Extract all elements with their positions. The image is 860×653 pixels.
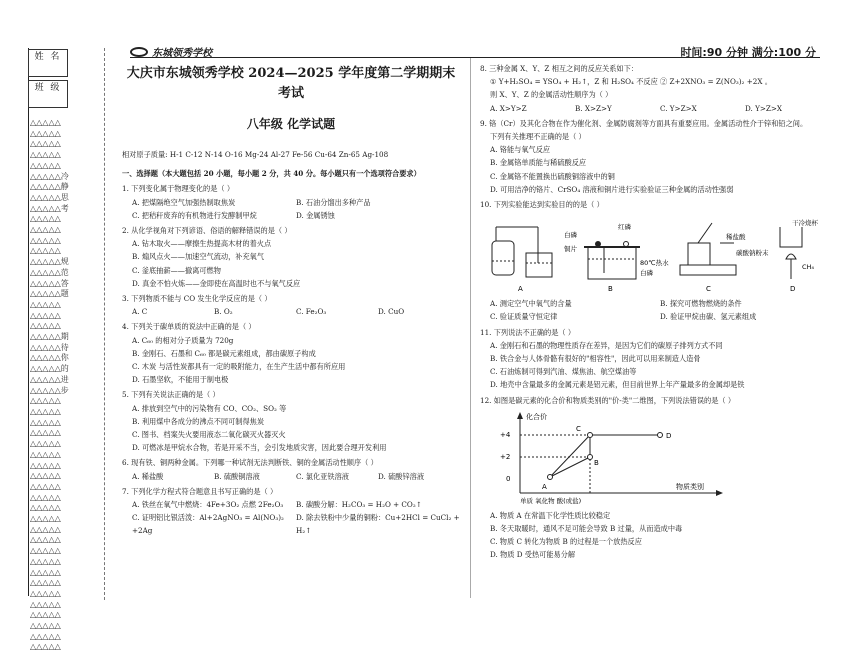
question-7 <box>122 485 460 538</box>
binding-mark-row: △△△△△进 <box>30 374 69 384</box>
binding-mark-row: △△△△△ <box>30 150 61 160</box>
option: D. 物质 D 受热可能易分解 <box>490 550 576 560</box>
question-9 <box>480 117 830 196</box>
option: D. 地壳中含量最多的金属元素是铝元素，但目前世界上年产量最多的金属却是铁 <box>490 380 745 390</box>
question-stem: 1. 下列变化属于物理变化的是（ ） <box>122 184 235 194</box>
q8-stem: 8. 三种金属 X、Y、Z 相互之间的反应关系如下： <box>480 64 638 73</box>
label-methane: CH₄ <box>802 263 815 272</box>
binding-mark-row: △△△△△ <box>30 610 61 620</box>
binding-mark-row: △△△△△ <box>30 128 61 138</box>
binding-mark-row: △△△△△ <box>30 599 61 609</box>
option: C. 石油炼制可得到汽油、煤焦油、航空煤油等 <box>490 367 637 377</box>
binding-mark-row: △△△△△静 <box>30 182 69 192</box>
binding-mark-row: △△△△△规 <box>30 257 69 267</box>
binding-mark-row: △△△△△ <box>30 214 61 224</box>
option: B. O₂ <box>214 307 233 317</box>
option: B. 利用煤中各成分的沸点不同可制得焦炭 <box>132 416 265 426</box>
figure-letter: B <box>608 285 613 294</box>
binding-mark-row: △△△△△ <box>30 396 61 406</box>
option: A. 排放到空气中的污染物有 CO、CO₂、SO₂ 等 <box>132 403 287 413</box>
option: B. 铁合金与人体骨骼有很好的"相容性"，因此可以用来制造人造骨 <box>490 354 701 364</box>
option: C. 金属铬不能置换出硫酸铜溶液中的铜 <box>490 171 615 181</box>
binding-mark-row: △△△△△ <box>30 535 61 545</box>
point-label: C <box>576 424 581 433</box>
binding-mark-row: △△△△△思 <box>30 192 69 202</box>
point-c <box>588 432 593 437</box>
q10-options-row1 <box>480 297 830 310</box>
binding-mark-row: △△△△△ <box>30 460 61 470</box>
binding-mark-row: △△△△△ <box>30 139 61 149</box>
binding-mark-row: △△△△△ <box>30 310 61 320</box>
q12-stem: 12. 如图是碳元素的化合价和物质类别的"价-类"二维图，下列说法错误的是（ ） <box>480 395 736 405</box>
option: C. 把秸秆废弃的有机物进行发酵制甲烷 <box>132 210 257 220</box>
logo-text: 东城领秀学校 <box>152 48 212 59</box>
options-row <box>122 305 460 318</box>
question-4 <box>122 320 460 386</box>
figure-a <box>492 227 552 277</box>
label-hot-water: 80℃热水 <box>640 259 669 268</box>
option: C. Fe₂O₃ <box>296 307 327 317</box>
binding-mark-row: △△△△△ <box>30 514 61 524</box>
option: A. C <box>132 307 148 317</box>
option: B. 硫酸铜溶液 <box>214 471 260 481</box>
atomic-masses: 相对原子质量: H-1 C-12 N-14 O-16 Mg-24 Al-27 Fe-56 Cu-64 Zn-65 Ag-108 <box>122 150 389 159</box>
binding-mark-row: △△△△△ <box>30 578 61 588</box>
option: D. 金属锈蚀 <box>296 210 335 220</box>
binding-mark-row: △△△△△ <box>30 225 61 235</box>
option: D. 可用洁净的铬片、CrSO₄ 溶液和铜片进行实验验证三种金属的活动性强弱 <box>490 184 734 194</box>
option: D. 真金不怕火炼——金即使在高温时也不与氧气反应 <box>132 278 301 288</box>
question-1 <box>122 182 460 222</box>
option: A. 钻木取火——摩擦生热提高木材的着火点 <box>132 239 272 249</box>
option: D. 可燃冰是甲烷水合物，若是开采不当，会引发地质灾害，因此要合理开发利用 <box>132 443 387 453</box>
binding-mark-row: △△△△△ <box>30 503 61 513</box>
option: B. 金属铬单质能与稀硫酸反应 <box>490 158 587 168</box>
binding-mark-row: △△△△△ <box>30 492 61 502</box>
label-white-phosphorus: 白磷 <box>564 231 577 240</box>
binding-mark-row: △△△△△的 <box>30 364 69 374</box>
binding-mark-row: △△△△△ <box>30 471 61 481</box>
binding-mark-row: △△△△△ <box>30 246 61 256</box>
q8-line2: 则 X、Y、Z 的金属活动性顺序为（ ） <box>490 90 613 100</box>
options-row <box>122 196 460 209</box>
binding-mark-row: △△△△△ <box>30 428 61 438</box>
figure-c <box>680 223 736 275</box>
question-stem: 4. 下列关于碳单质的说法中正确的是（ ） <box>122 322 256 332</box>
question-8 <box>480 62 830 115</box>
option: A. 金刚石和石墨的物理性质存在差异，是因为它们的碳原子排列方式不同 <box>490 340 723 350</box>
q8-line1: ① Y+H₂SO₄ = YSO₄ + H₂↑，Z 和 H₂SO₄ 不反应 ② Z+2XNO₃ = Z(NO₃)₂ +2X 。 <box>490 77 772 87</box>
class-label: 班 级 <box>34 83 62 93</box>
label-dilute-acid: 稀盐酸 <box>726 233 746 242</box>
q10-options-row2 <box>480 310 830 323</box>
binding-mark-row: △△△△△ <box>30 299 61 309</box>
option: B. 煽风点火——加速空气流动，补充氧气 <box>132 252 265 262</box>
question-10 <box>480 198 830 324</box>
option: A. 物质 A 在常温下化学性质比较稳定 <box>490 510 611 520</box>
path-a-b <box>550 457 590 477</box>
options-row <box>122 209 460 222</box>
column-divider <box>470 58 471 598</box>
time-score: 时间:90 分钟 满分:100 分 <box>680 46 816 59</box>
valence-class-chart <box>480 409 830 505</box>
binding-mark-row: △△△△△ <box>30 642 61 652</box>
option: A. 铁丝在氧气中燃烧：4Fe+3O₂ 点燃 2Fe₂O₃ <box>132 500 284 510</box>
binding-mark-row: △△△△△ <box>30 160 61 170</box>
right-column <box>480 60 830 562</box>
x-axis-label: 物质类别 <box>676 482 704 491</box>
option: D. 验证甲烷由碳、氢元素组成 <box>660 312 757 322</box>
question-stem: 6. 现有铁、铜两种金属。下列哪一种试剂无法判断铁、铜的金属活动性顺序（ ） <box>122 458 378 468</box>
option: D. Y>Z>X <box>745 103 782 113</box>
options-row <box>122 511 460 537</box>
binding-mark-row: △△△△△ <box>30 631 61 641</box>
figure-d <box>780 227 802 279</box>
option: C. 木炭 与活性炭都具有一定的吸附能力，在生产生活中都有所应用 <box>132 362 346 372</box>
option: A. 稀盐酸 <box>132 471 164 481</box>
figure-letter: D <box>790 285 796 294</box>
option: C. 氯化亚铁溶液 <box>296 471 349 481</box>
question-list <box>122 182 460 537</box>
options-row <box>122 470 460 483</box>
y-arrow-icon <box>517 412 523 419</box>
label-white-phosphorus-2: 白磷 <box>640 269 653 278</box>
point-d <box>658 432 663 437</box>
label-red-phosphorus: 红磷 <box>618 223 631 232</box>
valence-diagram <box>480 409 740 505</box>
question-12 <box>480 394 830 562</box>
option: A. X>Y>Z <box>490 103 527 113</box>
cut-line <box>104 48 105 600</box>
exam-subtitle: 八年级 化学试题 <box>246 117 336 131</box>
label-copper-plate: 铜片 <box>564 245 577 254</box>
question-5 <box>122 388 460 454</box>
binding-mark-row: △△△△△ <box>30 118 61 127</box>
point-b <box>588 454 593 459</box>
binding-mark-row: △△△△△范 <box>30 267 69 277</box>
name-label: 姓 名 <box>34 52 62 62</box>
exam-title: 大庆市东城领秀学校 2024—2025 学年度第二学期期末考试 <box>126 66 456 101</box>
binding-mark-row: △△△△△ <box>30 588 61 598</box>
binding-mark-row: △△△△△ <box>30 406 61 416</box>
figure-letter: C <box>706 285 711 294</box>
option: B. 石油分馏出多种产品 <box>296 197 371 207</box>
path-a-c <box>550 435 590 477</box>
figure-b <box>584 242 640 280</box>
option: D. 硫酸锌溶液 <box>378 471 425 481</box>
option: C. Y>Z>X <box>660 103 697 113</box>
binding-mark-row: △△△△△ <box>30 621 61 631</box>
binding-mark-row: △△△△△ <box>30 417 61 427</box>
q9-stem2: 下列有关推理不正确的是（ ） <box>490 132 586 142</box>
option: B. X>Z>Y <box>575 103 612 113</box>
name-box <box>28 49 68 77</box>
question-stem: 7. 下列化学方程式符合题意且书写正确的是（ ） <box>122 486 278 496</box>
logo-icon <box>130 47 148 57</box>
point-label: D <box>666 431 672 440</box>
header-rule <box>130 57 820 58</box>
binding-mark-row: △△△△△ <box>30 481 61 491</box>
question-stem: 5. 下列有关说法正确的是（ ） <box>122 390 220 400</box>
option: A. 铬能与氧气反应 <box>490 145 551 155</box>
question-stem: 2. 从化学视角对下列谚语、俗语的解释错误的是（ ） <box>122 226 292 236</box>
class-box <box>28 80 68 108</box>
apparatus-figures <box>480 213 830 295</box>
point-label: B <box>594 458 599 467</box>
binding-mark-row: △△△△△ <box>30 546 61 556</box>
binding-mark-row: △△△△△ <box>30 321 61 331</box>
binding-mark-row: △△△△△期 <box>30 332 69 342</box>
binding-mark-row: △△△△△你 <box>30 353 69 363</box>
option: A. 测定空气中氧气的含量 <box>490 299 572 309</box>
q10-figures <box>480 213 830 295</box>
y-tick: +4 <box>500 430 511 439</box>
option: A. C₆₀ 的相对分子质量为 720g <box>132 335 234 345</box>
option: B. 冬天取暖时，通风不足可能会导致 B 过量，从而造成中毒 <box>490 524 683 534</box>
figure-letter: A <box>518 285 523 294</box>
binding-marks <box>30 118 122 653</box>
point-a <box>548 474 553 479</box>
question-2 <box>122 224 460 290</box>
point-label: A <box>542 482 547 491</box>
q11-stem: 11. 下列说法不正确的是（ ） <box>480 327 576 337</box>
option: B. 金刚石、石墨和 C₆₀ 都是碳元素组成，都由碳原子构成 <box>132 348 316 358</box>
options-row <box>122 498 460 511</box>
x-arrow-icon <box>716 490 723 496</box>
q8-options <box>480 102 830 115</box>
binding-mark-row: △△△△△ <box>30 567 61 577</box>
option: D. 除去铁粉中少量的铜粉：Cu+2HCl = CuCl₂ + H₂↑ <box>296 513 460 536</box>
section-title: 一、选择题（本大题包括 20 小题，每小题 2 分，共 40 分。每小题只有一个选项符合要求） <box>122 169 421 179</box>
binding-mark-row: △△△△△ <box>30 524 61 534</box>
binding-mark-row: △△△△△考 <box>30 203 69 213</box>
option: D. 石墨坚软，不能用于制电极 <box>132 375 229 385</box>
binding-mark-row: △△△△△步 <box>30 385 69 395</box>
binding-mark-row: △△△△△ <box>30 556 61 566</box>
question-11 <box>480 326 830 392</box>
binding-mark-row: △△△△△ <box>30 439 61 449</box>
y-tick: +2 <box>500 452 511 461</box>
option: D. CuO <box>378 307 405 317</box>
question-6 <box>122 456 460 482</box>
option: C. 物质 C 转化为物质 B 的过程是一个放热反应 <box>490 537 642 547</box>
binding-mark-row: △△△△△ <box>30 235 61 245</box>
option: A. 把煤隔绝空气加强热制取焦炭 <box>132 197 236 207</box>
label-dry-beaker: 干冷烧杯 <box>792 219 818 228</box>
binding-mark-row: △△△△△待 <box>30 342 69 352</box>
option: B. 碳酸分解：H₂CO₃ = H₂O + CO₂↑ <box>296 500 422 510</box>
option: C. 验证质量守恒定律 <box>490 312 558 322</box>
left-column <box>122 62 460 538</box>
option: C. 釜底抽薪——撤离可燃物 <box>132 265 221 275</box>
q10-stem: 10. 下列实验能达到实验目的的是（ ） <box>480 200 604 210</box>
question-3 <box>122 292 460 318</box>
option: C. 图书、档案失火要用液态二氧化碳灭火器灭火 <box>132 430 286 440</box>
y-tick: 0 <box>506 474 511 483</box>
q9-stem: 9. 铬（Cr）及其化合物在作为催化剂、金属防腐剂等方面具有重要应用。金属活动性介于锌和铅之间。 <box>480 118 808 128</box>
y-axis-label: 化合价 <box>526 412 547 421</box>
option: B. 探究可燃物燃烧的条件 <box>660 299 742 309</box>
binding-mark-row: △△△△△冷 <box>30 171 69 181</box>
question-stem: 3. 下列物质不能与 CO 发生化学反应的是（ ） <box>122 294 272 304</box>
label-sodium-carbonate: 碳酸钠粉末 <box>736 249 769 258</box>
binding-mark-row: △△△△△ <box>30 449 61 459</box>
x-categories: 单质 氧化物 酸(或盐) <box>520 496 582 505</box>
binding-mark-row: △△△△△题 <box>30 289 69 299</box>
binding-mark-row: △△△△△答 <box>30 278 69 288</box>
option: C. 证明铝比银活泼：Al+2AgNO₃ = Al(NO₃)₂ +2Ag <box>132 513 284 536</box>
